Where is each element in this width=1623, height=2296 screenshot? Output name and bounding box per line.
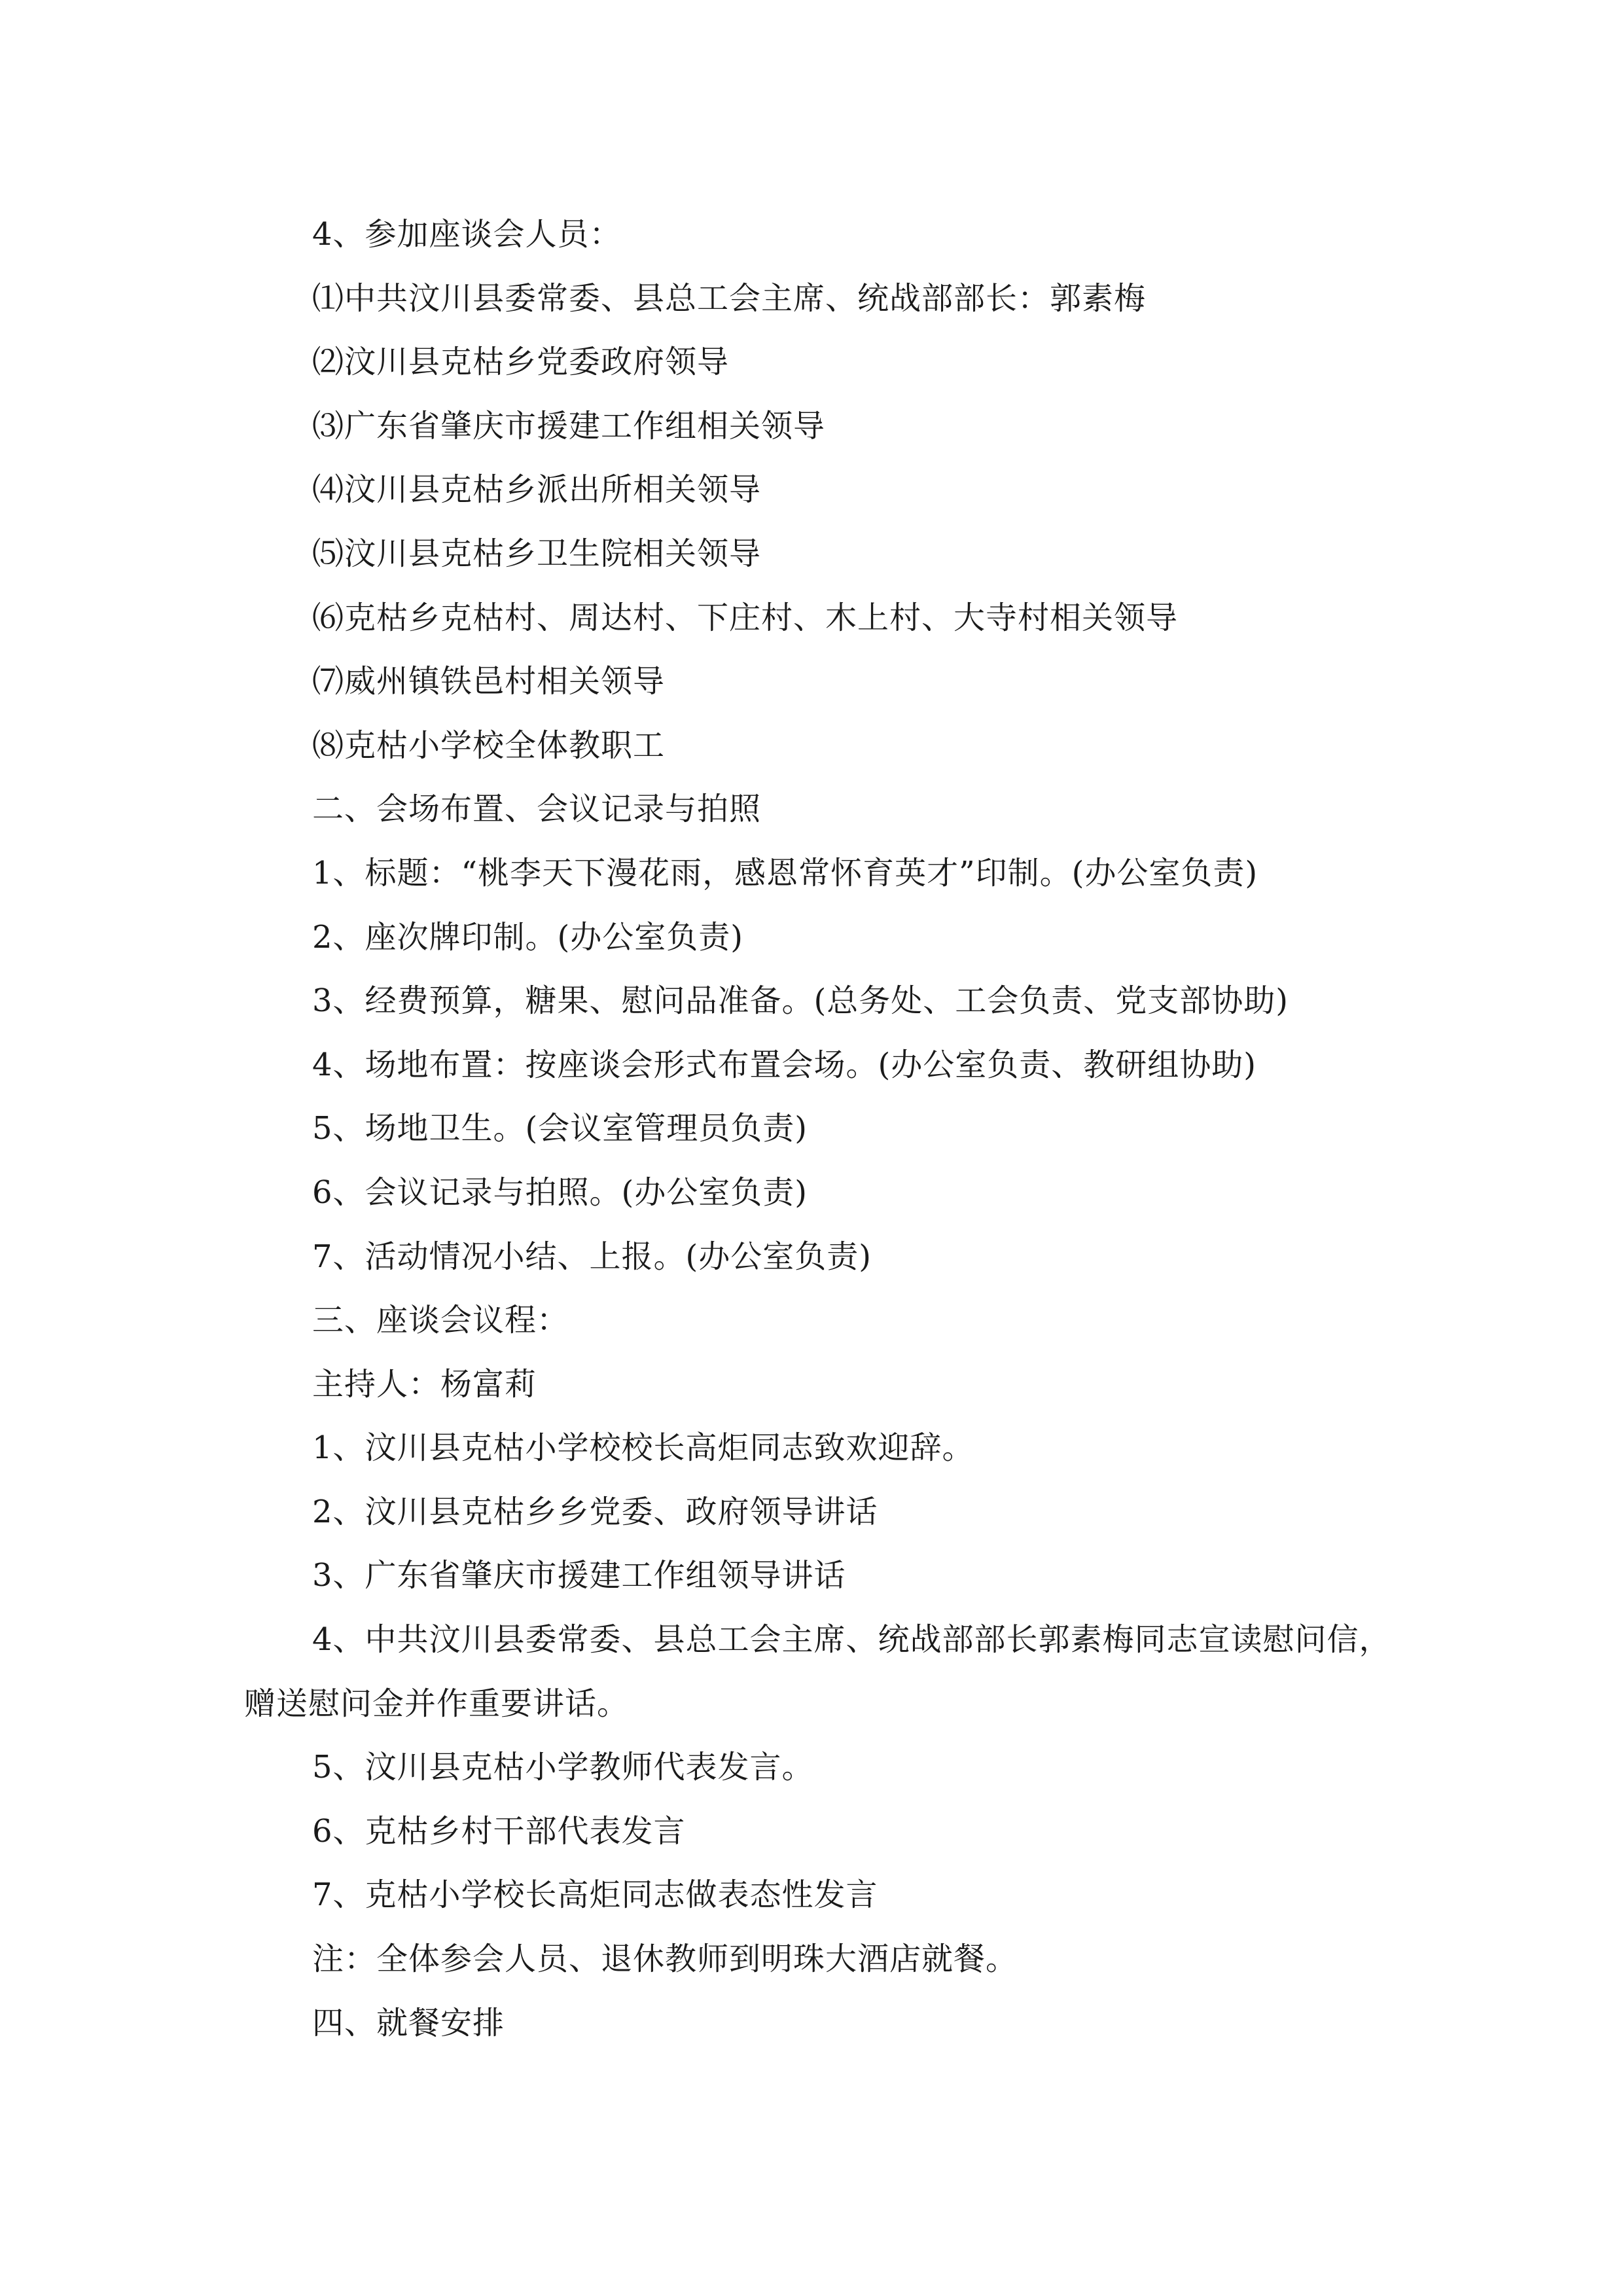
- agenda-item-6: 6、克枯乡村干部代表发言: [312, 1812, 686, 1850]
- attendee-item-1: ⑴中共汶川县委常委、县总工会主席、统战部部长：郭素梅: [312, 279, 1147, 317]
- agenda-item-5: 5、汶川县克枯小学教师代表发言。: [312, 1749, 814, 1786]
- agenda-item-7: 7、克枯小学校长高炬同志做表态性发言: [312, 1876, 878, 1914]
- section-2-heading: 二、会场布置、会议记录与拍照: [312, 791, 762, 828]
- arrangement-item-6: 6、会议记录与拍照。(办公室负责): [312, 1174, 808, 1211]
- agenda-item-1: 1、汶川县克枯小学校校长高炬同志致欢迎辞。: [312, 1429, 974, 1467]
- agenda-item-4-continued: 赠送慰问金并作重要讲话。: [244, 1685, 630, 1722]
- arrangement-item-4: 4、场地布置：按座谈会形式布置会场。(办公室负责、教研组协助): [312, 1046, 1257, 1083]
- arrangement-item-7: 7、活动情况小结、上报。(办公室负责): [312, 1238, 872, 1275]
- agenda-item-3: 3、广东省肇庆市援建工作组领导讲话: [312, 1557, 846, 1594]
- arrangement-item-3: 3、经费预算，糖果、慰问品准备。(总务处、工会负责、党支部协助): [312, 982, 1289, 1020]
- agenda-item-2: 2、汶川县克枯乡乡党委、政府领导讲话: [312, 1493, 878, 1530]
- attendee-item-6: ⑹克枯乡克枯村、周达村、下庄村、木上村、大寺村相关领导: [312, 599, 1179, 636]
- host-line: 主持人：杨富莉: [312, 1365, 537, 1403]
- attendee-item-5: ⑸汶川县克枯乡卫生院相关领导: [312, 535, 762, 572]
- agenda-item-4: 4、中共汶川县委常委、县总工会主席、统战部部长郭素梅同志宣读慰问信，: [312, 1621, 1391, 1659]
- arrangement-item-5: 5、场地卫生。(会议室管理员负责): [312, 1110, 808, 1147]
- document-body: [244, 203, 1409, 2055]
- attendee-item-3: ⑶广东省肇庆市援建工作组相关领导: [312, 407, 826, 444]
- attendees-heading: 4、参加座谈会人员：: [312, 216, 622, 253]
- attendee-item-8: ⑻克枯小学校全体教职工: [312, 726, 666, 764]
- attendee-item-4: ⑷汶川县克枯乡派出所相关领导: [312, 471, 762, 509]
- arrangement-item-2: 2、座次牌印制。(办公室负责): [312, 918, 743, 956]
- attendee-item-7: ⑺威州镇铁邑村相关领导: [312, 663, 666, 700]
- section-3-heading: 三、座谈会议程：: [312, 1302, 569, 1339]
- agenda-note: 注：全体参会人员、退休教师到明珠大酒店就餐。: [312, 1941, 1018, 1978]
- section-4-heading: 四、就餐安排: [312, 2004, 505, 2041]
- arrangement-item-1: 1、标题：“桃李天下漫花雨，感恩常怀育英才”印制。(办公室负责): [312, 854, 1258, 891]
- attendee-item-2: ⑵汶川县克枯乡党委政府领导: [312, 344, 730, 381]
